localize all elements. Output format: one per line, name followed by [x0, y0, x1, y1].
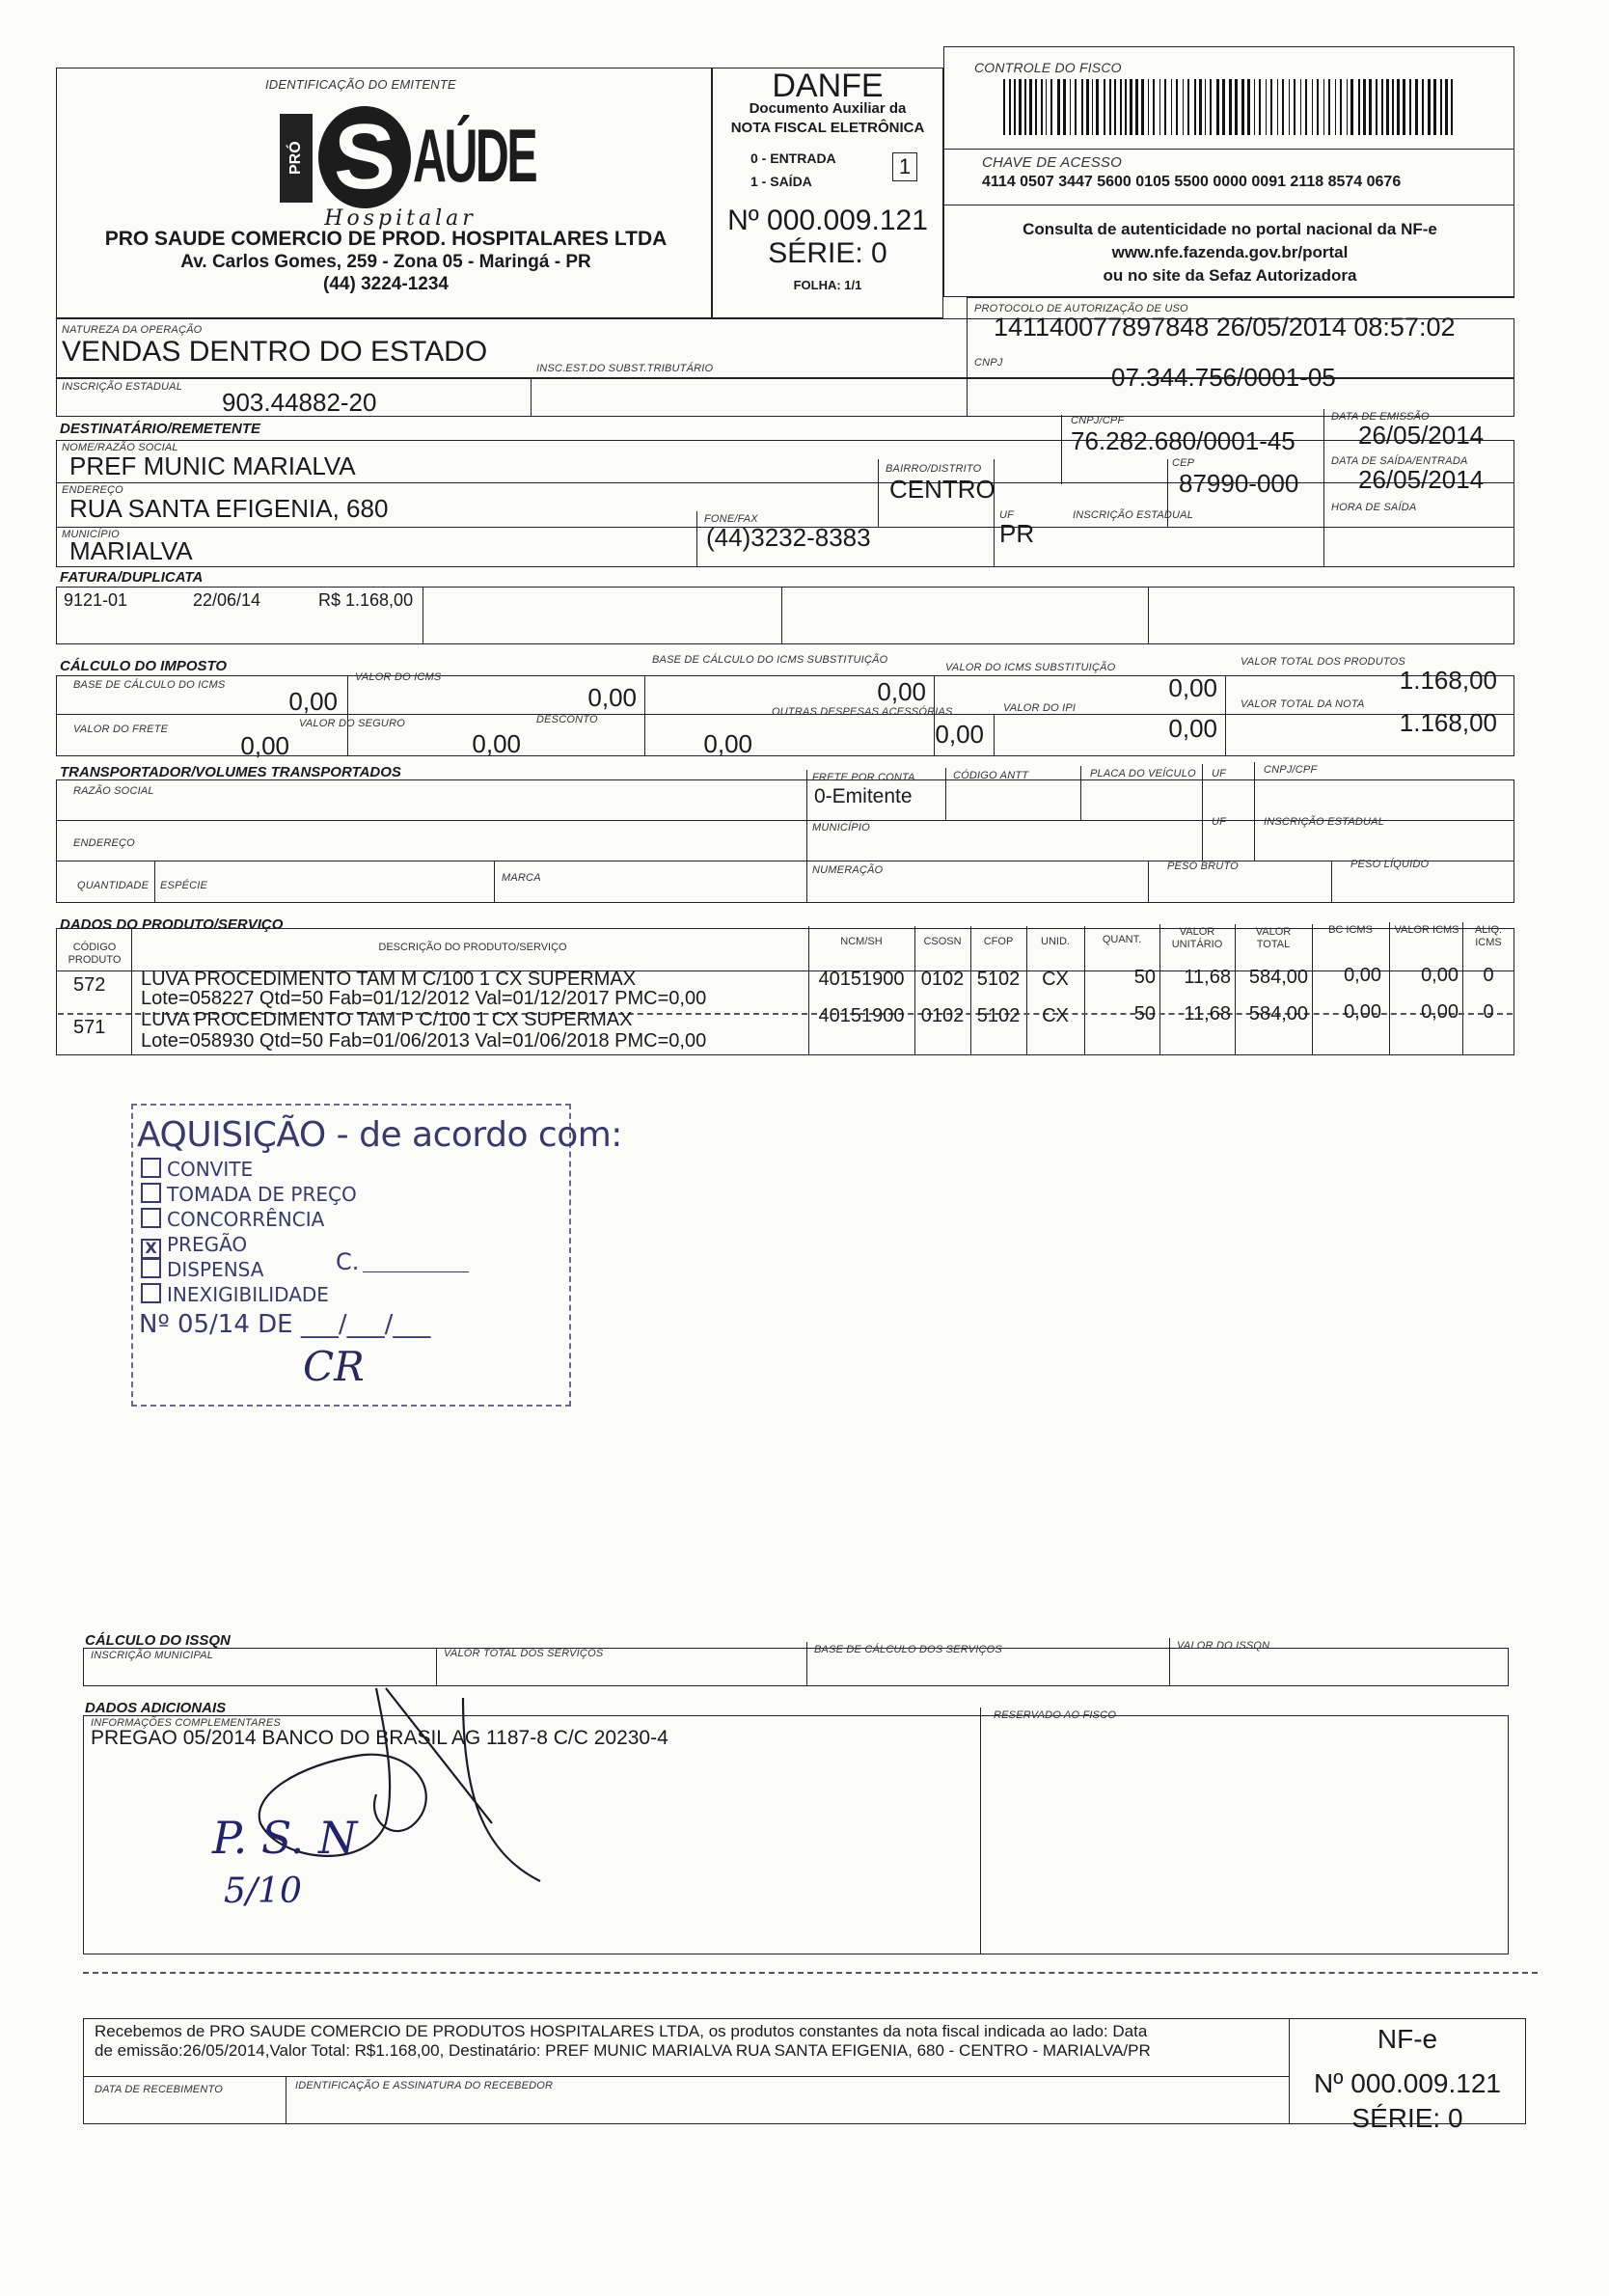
transp-endereco-label: ENDEREÇO	[73, 837, 135, 849]
dest-emissao-label: DATA DE EMISSÃO	[1331, 411, 1430, 423]
canhoto-data-label: DATA DE RECEBIMENTO	[95, 2084, 223, 2095]
v-icms: 0,00	[587, 683, 637, 712]
dest-fone-label: FONE/FAX	[704, 513, 758, 525]
dest-ie-label: INSCRIÇÃO ESTADUAL	[1073, 509, 1194, 521]
fatura-section: FATURA/DUPLICATA	[60, 569, 204, 586]
barcode-bar	[1024, 79, 1026, 135]
stamp-opt-inexig[interactable]	[141, 1283, 329, 1306]
dest-endereco: RUA SANTA EFIGENIA, 680	[69, 494, 389, 523]
issqn-v-label: VALOR DO ISSQN	[1177, 1640, 1270, 1652]
frete-label: VALOR DO FRETE	[73, 724, 169, 735]
logo-pro-block: PRÓ	[280, 114, 313, 203]
barcode-bar	[1451, 79, 1453, 135]
item-2-vunit: 11,68	[1184, 1003, 1231, 1025]
item-2-codigo: 571	[73, 1017, 106, 1038]
ie-st-label: INSC.EST.DO SUBST.TRIBUTÁRIO	[536, 363, 714, 374]
v-icms-label: VALOR DO ICMS	[355, 671, 442, 683]
barcode-bar	[1075, 79, 1077, 135]
barcode-bar	[1247, 79, 1250, 135]
barcode-bar	[1063, 79, 1066, 135]
barcode-bar	[1312, 79, 1313, 135]
emitente-address: Av. Carlos Gomes, 259 - Zona 05 - Maringá - PR	[180, 252, 591, 272]
barcode-bar	[1057, 79, 1060, 135]
issqn-bc-label: BASE DE CÁLCULO DOS SERVIÇOS	[814, 1644, 1002, 1655]
barcode-bar	[1433, 79, 1436, 135]
item-2-csosn: 0102	[920, 1005, 965, 1026]
barcode-bar	[1254, 79, 1255, 135]
destinatario-section: DESTINATÁRIO/REMETENTE	[60, 421, 261, 437]
dest-hora-label: HORA DE SAÍDA	[1331, 502, 1417, 513]
item-1-codigo: 572	[73, 974, 106, 996]
barcode-bar	[1096, 79, 1099, 135]
barcode-bar	[1340, 79, 1342, 135]
dest-cep-label: CEP	[1172, 457, 1195, 469]
danfe-title: DANFE	[772, 68, 884, 104]
info-compl: PREGAO 05/2014 BANCO DO BRASIL AG 1187-8 C/C 20230-4	[91, 1727, 668, 1749]
item-1-lote: Lote=058227 Qtd=50 Fab=01/12/2012 Val=01/12/2017 PMC=0,00	[141, 988, 707, 1009]
transp-municipio-label: MUNICÍPIO	[812, 822, 870, 834]
canhoto-numero: Nº 000.009.121	[1314, 2068, 1501, 2098]
danfe-serie: SÉRIE: 0	[768, 237, 887, 269]
item-2-descricao: LUVA PROCEDIMENTO TAM P C/100 1 CX SUPERMAX	[141, 1009, 633, 1030]
barcode-bar	[1376, 79, 1377, 135]
protocolo-value: 141140077897848 26/05/2014 08:57:02	[994, 313, 1456, 342]
canhoto-texto-1: Recebemos de PRO SAUDE COMERCIO DE PRODUTOS HOSPITALARES LTDA, os produtos constantes da nota fiscal indicada ao lado: Data	[95, 2022, 1148, 2040]
barcode-bar	[1199, 79, 1202, 135]
item-2-v-icms: 0,00	[1421, 1001, 1459, 1023]
item-2-unid: CX	[1042, 1005, 1069, 1026]
danfe-folha: FOLHA: 1/1	[793, 278, 862, 292]
barcode-bar	[1019, 79, 1022, 135]
barcode-bar	[1041, 79, 1043, 135]
barcode-bar	[1130, 79, 1132, 135]
checkbox-inexigibilidade[interactable]	[141, 1283, 161, 1303]
emitente-logo	[280, 105, 536, 231]
fatura-numero: 9121-01	[64, 590, 128, 610]
checkbox-concorrencia[interactable]	[141, 1208, 161, 1228]
barcode-bar	[1445, 79, 1448, 135]
dest-uf: PR	[999, 519, 1035, 548]
barcode-bar	[1210, 79, 1212, 135]
barcode-bar	[1014, 79, 1016, 135]
imposto-section: CÁLCULO DO IMPOSTO	[60, 658, 228, 674]
barcode-bar	[1350, 79, 1353, 135]
barcode-bar	[1386, 79, 1389, 135]
checkbox-dispensa[interactable]	[141, 1258, 161, 1278]
dest-nome-label: NOME/RAZÃO SOCIAL	[62, 442, 178, 453]
emitente-name: PRO SAUDE COMERCIO DE PROD. HOSPITALARES LTDA	[104, 228, 668, 250]
transporte-box	[56, 779, 1514, 903]
danfe-subtitle-1: Documento Auxiliar da	[749, 100, 907, 117]
barcode-bar	[1029, 79, 1032, 135]
barcode-bar	[1235, 79, 1238, 135]
danfe-tipo-box: 1	[892, 152, 917, 181]
barcode-bar	[1266, 79, 1267, 135]
dest-municipio-label: MUNICÍPIO	[62, 529, 120, 540]
barcode-bar	[1003, 79, 1005, 135]
barcode-bar	[1428, 79, 1431, 135]
th-vunit: VALOR UNITÁRIO	[1171, 926, 1223, 950]
consulta-line-3: ou no site da Sefaz Autorizadora	[1103, 266, 1357, 285]
ie-label: INSCRIÇÃO ESTADUAL	[62, 381, 183, 393]
issqn-section: CÁLCULO DO ISSQN	[85, 1632, 231, 1649]
th-cfop: CFOP	[983, 936, 1014, 947]
reservado-fisco-label: RESERVADO AO FISCO	[994, 1709, 1117, 1721]
item-1-bc-icms: 0,00	[1344, 965, 1381, 986]
transp-especie-label: ESPÉCIE	[160, 880, 208, 891]
item-1-v-icms: 0,00	[1421, 965, 1459, 986]
dest-saida-label: DATA DE SAÍDA/ENTRADA	[1331, 455, 1468, 467]
stamp-opt-dispensa-label: DISPENSA	[167, 1258, 264, 1281]
logo-aude-text: AÚDE	[413, 113, 536, 198]
ipi: 0,00	[1168, 714, 1217, 743]
barcode-bar	[1259, 79, 1261, 135]
danfe-saida: 1 - SAÍDA	[750, 174, 812, 189]
dest-cnpj: 76.282.680/0001-45	[1071, 426, 1295, 455]
v-st-label: VALOR DO ICMS SUBSTITUIÇÃO	[945, 662, 1116, 673]
bc-st: 0,00	[877, 677, 926, 706]
emitente-section-label: IDENTIFICAÇÃO DO EMITENTE	[265, 77, 456, 92]
item-1-quant: 50	[1133, 967, 1156, 988]
barcode-bar	[1328, 79, 1330, 135]
seguro-label: VALOR DO SEGURO	[299, 718, 405, 729]
item-2-bc-icms: 0,00	[1344, 1001, 1381, 1023]
transp-uf2-label: UF	[1212, 816, 1227, 828]
adicionais-section: DADOS ADICIONAIS	[85, 1700, 227, 1716]
barcode-bar	[1104, 79, 1105, 135]
transp-uf-label: UF	[1212, 768, 1227, 779]
th-csosn: CSOSN	[923, 936, 962, 947]
checkbox-pregao-checked[interactable]: X	[141, 1239, 161, 1259]
logo-tagline: Hospitalar	[324, 206, 477, 231]
v-nota-label: VALOR TOTAL DA NOTA	[1241, 698, 1365, 710]
barcode-bar	[1176, 79, 1178, 135]
item-1-cfop: 5102	[976, 969, 1021, 990]
barcode-bar	[1109, 79, 1111, 135]
v-nota: 1.168,00	[1399, 708, 1497, 737]
barcode-bar	[1300, 79, 1301, 135]
th-codigo: CÓDIGO PRODUTO	[68, 942, 122, 966]
chave-acesso[interactable]: 4114 0507 3447 5600 0105 5500 0000 0091 2118 8574 0676	[982, 174, 1402, 190]
barcode-bar	[1409, 79, 1411, 135]
transp-liquido-label: PESO LÍQUIDO	[1350, 859, 1430, 870]
stamp-opt-tomada[interactable]	[141, 1183, 357, 1206]
stamp-opt-inexig-label: INEXIGIBILIDADE	[167, 1283, 329, 1306]
barcode-bar	[1159, 79, 1160, 135]
dest-cnpj-label: CNPJ/CPF	[1071, 415, 1125, 426]
barcode-bar	[1270, 79, 1272, 135]
dest-bairro: CENTRO	[889, 475, 995, 504]
outras: 0,00	[935, 720, 984, 749]
barcode-bar	[1397, 79, 1400, 135]
barcode-bar	[1216, 79, 1219, 135]
barcode-bar	[1086, 79, 1089, 135]
emitente-phone: (44) 3224-1234	[323, 274, 449, 294]
barcode-bar	[1392, 79, 1394, 135]
barcode-bar	[1035, 79, 1037, 135]
logo-s-circle: S	[318, 106, 411, 208]
barcode-bar	[1422, 79, 1424, 135]
item-1-vtotal: 584,00	[1248, 967, 1308, 988]
aquisicao-stamp	[131, 1104, 622, 1407]
th-descricao: DESCRIÇÃO DO PRODUTO/SERVIÇO	[378, 942, 567, 953]
barcode-bar	[1092, 79, 1093, 135]
barcode-bar	[1141, 79, 1144, 135]
canhoto-assinatura-label: IDENTIFICAÇÃO E ASSINATURA DO RECEBEDOR	[295, 2080, 554, 2091]
barcode-bar	[1317, 79, 1319, 135]
barcode-bar	[1164, 79, 1166, 135]
transp-ie-label: INSCRIÇÃO ESTADUAL	[1264, 816, 1385, 828]
item-1-unid: CX	[1042, 969, 1069, 990]
dest-uf-label: UF	[999, 509, 1015, 521]
handwritten-page: 5/10	[224, 1872, 302, 1911]
barcode-bar	[1277, 79, 1278, 135]
barcode-bar	[1046, 79, 1047, 135]
barcode-bar	[1363, 79, 1366, 135]
transp-frete-label: FRETE POR CONTA	[812, 772, 915, 783]
consulta-line-2[interactable]: www.nfe.fazenda.gov.br/portal	[1111, 243, 1349, 261]
barcode-bar	[1183, 79, 1184, 135]
produtos-section: DADOS DO PRODUTO/SERVIÇO	[60, 916, 284, 933]
desconto-label: DESCONTO	[536, 714, 598, 725]
th-vtotal: VALOR TOTAL	[1255, 926, 1292, 950]
barcode-bar	[1381, 79, 1383, 135]
item-1-aliq: 0	[1483, 965, 1494, 986]
dest-saida: 26/05/2014	[1358, 465, 1485, 494]
transp-razao-label: RAZÃO SOCIAL	[73, 785, 154, 797]
natureza-label: NATUREZA DA OPERAÇÃO	[62, 324, 203, 336]
emit-cnpj-label: CNPJ	[974, 357, 1003, 369]
transp-marca-label: MARCA	[502, 872, 541, 884]
barcode-bar	[1305, 79, 1307, 135]
dest-cep: 87990-000	[1179, 469, 1299, 498]
danfe-entrada: 0 - ENTRADA	[750, 150, 836, 166]
barcode-bar	[1187, 79, 1189, 135]
canhoto-texto-2: de emissão:26/05/2014,Valor Total: R$1.168,00, Destinatário: PREF MUNIC MARIALVA RUA SANTA EFIGENIA, 680 - CENTRO - MARIALVA/PR	[95, 2041, 1151, 2060]
barcode-bar	[1241, 79, 1244, 135]
checkbox-convite[interactable]	[141, 1158, 161, 1178]
barcode-bar	[1120, 79, 1122, 135]
emit-cnpj-value: 07.344.756/0001-05	[1111, 363, 1336, 392]
ipi-label: VALOR DO IPI	[1003, 702, 1077, 714]
transp-cnpj-label: CNPJ/CPF	[1264, 764, 1318, 776]
handwritten-initials: P. S. N	[212, 1812, 358, 1864]
stamp-initials: CR	[303, 1343, 365, 1390]
fatura-vencimento: 22/06/14	[193, 590, 261, 610]
canhoto-serie: SÉRIE: 0	[1351, 2103, 1463, 2133]
outras-label: OUTRAS DESPESAS ACESSÓRIAS	[772, 706, 953, 718]
stamp-opt-concorrencia[interactable]	[141, 1208, 324, 1231]
item-2-vtotal: 584,00	[1248, 1003, 1308, 1025]
th-unid: UNID.	[1041, 936, 1070, 947]
dest-fone: (44)3232-8383	[706, 523, 871, 552]
th-bc-icms: BC ICMS	[1328, 924, 1373, 936]
dest-emissao: 26/05/2014	[1358, 421, 1485, 450]
barcode-bar	[1403, 79, 1405, 135]
barcode-bar	[1114, 79, 1116, 135]
th-aliq: ALIQ. ICMS	[1474, 924, 1503, 948]
transp-qtd-label: QUANTIDADE	[77, 880, 150, 891]
stamp-opt-convite[interactable]	[141, 1158, 253, 1181]
barcode-bar	[1282, 79, 1284, 135]
transp-numeracao-label: NUMERAÇÃO	[812, 864, 884, 876]
item-1-descricao: LUVA PROCEDIMENTO TAM M C/100 1 CX SUPERMAX	[141, 969, 637, 990]
barcode-bar	[1148, 79, 1149, 135]
danfe-subtitle-2: NOTA FISCAL ELETRÔNICA	[730, 120, 925, 136]
barcode-bar	[1294, 79, 1295, 135]
bc-icms: 0,00	[288, 687, 338, 716]
bc-st-label: BASE DE CÁLCULO DO ICMS SUBSTITUIÇÃO	[652, 654, 888, 666]
transp-bruto-label: PESO BRUTO	[1167, 861, 1239, 872]
barcode-bar	[1289, 79, 1290, 135]
dest-endereco-label: ENDEREÇO	[62, 484, 123, 496]
transp-antt-label: CÓDIGO ANTT	[953, 770, 1029, 781]
stamp-opt-pregao[interactable]	[141, 1233, 247, 1259]
controle-fisco-label: CONTROLE DO FISCO	[974, 60, 1122, 75]
dest-bairro-label: BAIRRO/DISTRITO	[886, 463, 982, 475]
th-v-icms: VALOR ICMS	[1394, 924, 1459, 936]
issqn-vserv-label: VALOR TOTAL DOS SERVIÇOS	[444, 1648, 604, 1659]
v-prod-label: VALOR TOTAL DOS PRODUTOS	[1241, 656, 1405, 668]
th-quant: QUANT.	[1102, 934, 1142, 945]
barcode-bar	[1171, 79, 1172, 135]
item-2-quant: 50	[1133, 1003, 1156, 1025]
transp-frete: 0-Emitente	[814, 785, 913, 807]
barcode-bar	[1415, 79, 1418, 135]
danfe-numero: Nº 000.009.121	[727, 205, 928, 236]
consulta-line-1: Consulta de autenticidade no portal nacional da NF-e	[1023, 220, 1437, 238]
stamp-c-label: C.	[336, 1248, 360, 1275]
barcode-bar	[1081, 79, 1083, 135]
canhoto-nfe: NF-e	[1377, 2024, 1438, 2054]
ie-value: 903.44882-20	[222, 388, 377, 417]
info-compl-label: INFORMAÇÕES COMPLEMENTARES	[91, 1717, 281, 1729]
barcode-bar	[1323, 79, 1324, 135]
dest-municipio: MARIALVA	[69, 536, 193, 565]
item-1-vunit: 11,68	[1184, 967, 1231, 988]
item-2-aliq: 0	[1483, 1001, 1494, 1023]
checkbox-tomada[interactable]	[141, 1183, 161, 1203]
barcode-bar	[1125, 79, 1127, 135]
barcode-bar	[1009, 79, 1011, 135]
chave-acesso-label: CHAVE DE ACESSO	[982, 154, 1122, 171]
fatura-box	[56, 587, 1514, 644]
stamp-opt-concorrencia-label: CONCORRÊNCIA	[167, 1208, 325, 1231]
barcode-bar	[1222, 79, 1225, 135]
v-st: 0,00	[1168, 673, 1217, 702]
barcode-bar	[1135, 79, 1138, 135]
barcode-bar	[1358, 79, 1360, 135]
barcode-bar	[1229, 79, 1232, 135]
item-1-csosn: 0102	[920, 969, 965, 990]
dest-nome: PREF MUNIC MARIALVA	[69, 451, 356, 480]
th-ncm: NCM/SH	[840, 936, 883, 947]
stamp-title: AQUISIÇÃO - de acordo com:	[137, 1115, 622, 1155]
transp-placa-label: PLACA DO VEÍCULO	[1090, 768, 1196, 779]
barcode-bar	[1070, 79, 1071, 135]
item-2-cfop: 5102	[976, 1005, 1021, 1026]
barcode-bar	[1194, 79, 1196, 135]
seguro: 0,00	[472, 729, 521, 758]
issqn-im-label: INSCRIÇÃO MUNICIPAL	[91, 1650, 214, 1661]
barcode-bar	[1347, 79, 1348, 135]
natureza-value: VENDAS DENTRO DO ESTADO	[62, 336, 488, 368]
item-2-ncm: 40151900	[818, 1005, 905, 1026]
item-2-lote: Lote=058930 Qtd=50 Fab=01/06/2013 Val=01/06/2018 PMC=0,00	[141, 1030, 707, 1052]
barcode-bar	[1369, 79, 1372, 135]
item-1-ncm: 40151900	[818, 969, 905, 990]
barcode	[1003, 79, 1457, 137]
frete: 0,00	[240, 731, 289, 760]
barcode-bar	[1335, 79, 1336, 135]
stamp-opt-dispensa[interactable]	[141, 1258, 263, 1281]
fatura-valor: R$ 1.168,00	[318, 590, 414, 610]
transporte-section: TRANSPORTADOR/VOLUMES TRANSPORTADOS	[60, 764, 401, 780]
protocolo-label: PROTOCOLO DE AUTORIZAÇÃO DE USO	[974, 303, 1188, 314]
stamp-opt-pregao-label: PREGÃO	[167, 1233, 248, 1256]
barcode-bar	[1050, 79, 1052, 135]
barcode-bar	[1153, 79, 1155, 135]
stamp-opt-convite-label: CONVITE	[167, 1158, 254, 1181]
barcode-bar	[1440, 79, 1442, 135]
stamp-opt-tomada-label: TOMADA DE PREÇO	[167, 1183, 357, 1206]
stamp-numero: Nº 05/14 DE ___/___/___	[139, 1310, 431, 1339]
bc-icms-label: BASE DE CÁLCULO DO ICMS	[73, 679, 226, 691]
desconto: 0,00	[703, 729, 752, 758]
v-prod: 1.168,00	[1399, 666, 1497, 695]
barcode-bar	[1205, 79, 1206, 135]
